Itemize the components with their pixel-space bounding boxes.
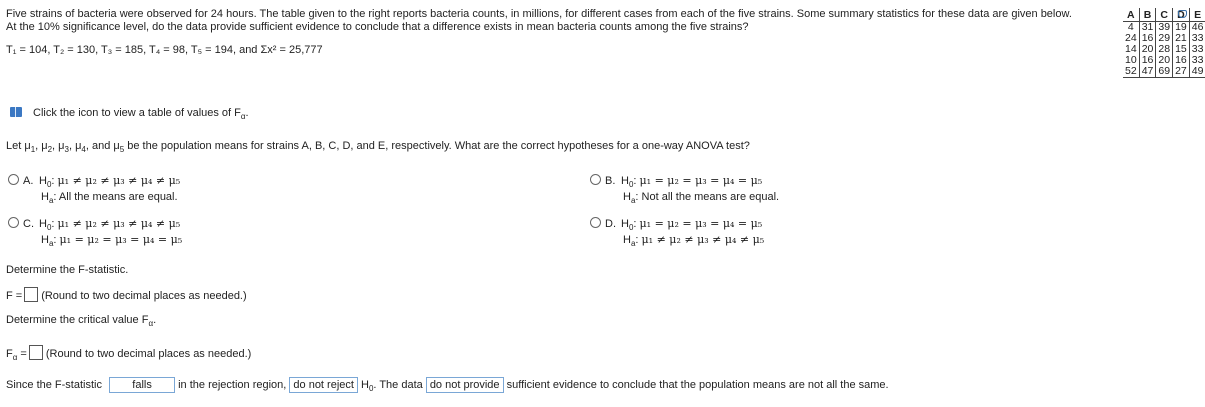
f-statistic-hint: (Round to two decimal places as needed.) [41, 290, 247, 302]
decision-dropdown[interactable]: do not reject [289, 377, 358, 393]
icon-instructions: Click the icon to view a table of values of $F_\alpha$. [33, 107, 249, 121]
option-c-radio[interactable] [8, 217, 19, 228]
table-cell: 29 [1156, 33, 1173, 44]
problem-line-2: At the 10% significance level, do the data provide sufficient evidence to conclude that a difference exists in mean bacteria counts among the five strains? [6, 21, 749, 33]
conclusion-part-3: The data [379, 379, 423, 391]
table-cell: 16 [1139, 55, 1156, 66]
evidence-dropdown[interactable]: do not provide [426, 377, 504, 393]
table-cell: 31 [1139, 22, 1156, 34]
option-a[interactable]: A. $H_0$: μ₁ ≠ μ₂ ≠ μ₃ ≠ μ₄ ≠ μ₅ $H_a$: All the means are equal. [8, 174, 180, 207]
option-a-letter: A. [23, 175, 34, 187]
table-cell: 33 [1189, 55, 1205, 66]
option-d-ha: μ₁ ≠ μ₂ ≠ μ₃ ≠ μ₄ ≠ μ₅ [641, 233, 765, 246]
option-a-radio[interactable] [8, 174, 19, 185]
table-cell: 19 [1173, 22, 1190, 34]
option-d-letter: D. [605, 218, 616, 230]
table-cell: 4 [1123, 22, 1139, 34]
option-c-letter: C. [23, 218, 34, 230]
table-cell: 33 [1189, 33, 1205, 44]
table-cell: 16 [1139, 33, 1156, 44]
hypothesis-question: Let $\mu_1$, $\mu_2$, $\mu_3$, $\mu_4$, and $\mu_5$ be the population means for strains A, B, C, D, and E, respectively. What are the correct hypotheses for a one-way ANOVA test? [6, 140, 750, 154]
option-a-h0: μ₁ ≠ μ₂ ≠ μ₃ ≠ μ₄ ≠ μ₅ [57, 174, 181, 187]
table-cell: 10 [1125, 54, 1137, 66]
col-header-d: D [1173, 8, 1190, 22]
critical-value-prompt: Determine the critical value $F_\alpha$. [6, 314, 157, 328]
option-d[interactable]: D. $H_0$: μ₁ = μ₂ = μ₃ = μ₄ = μ₅ $H_a$: μ₁ ≠ μ₂ ≠ μ₃ ≠ μ₄ ≠ μ₅ [590, 217, 764, 250]
bacteria-data-table [1123, 8, 1205, 78]
table-cell: 15 [1173, 44, 1190, 55]
conclusion-part-4: sufficient evidence to conclude that the population means are not all the same. [506, 379, 889, 391]
table-cell: 16 [1173, 55, 1190, 66]
hypothesis-question-text: be the population means for strains A, B, C, D, and E, respectively. What are the correct hypotheses for a one-way ANOVA test? [127, 140, 750, 152]
table-cell: 14 [1125, 43, 1137, 55]
option-b-letter: B. [605, 175, 616, 187]
table-cell: 33 [1189, 44, 1205, 55]
col-header-c: C [1156, 8, 1173, 22]
option-c[interactable]: C. $H_0$: μ₁ ≠ μ₂ ≠ μ₃ ≠ μ₄ ≠ μ₅ $H_a$: μ₁ = μ₂ = μ₃ = μ₄ = μ₅ [8, 217, 182, 250]
conclusion-part-1: Since the F-statistic [6, 379, 102, 391]
table-cell: 46 [1189, 22, 1205, 34]
option-c-ha: μ₁ = μ₂ = μ₃ = μ₄ = μ₅ [59, 233, 183, 246]
critical-value-hint: (Round to two decimal places as needed.) [45, 348, 252, 360]
option-a-ha: All the means are equal. [58, 191, 178, 203]
table-row [1123, 66, 1205, 78]
option-b-ha: Not all the means are equal. [641, 191, 780, 203]
option-b-h0: μ₁ = μ₂ = μ₃ = μ₄ = μ₅ [639, 174, 763, 187]
f-statistic-row [6, 287, 247, 302]
table-cell: 20 [1156, 55, 1173, 66]
problem-line-1: Five strains of bacteria were observed for 24 hours. The table given to the right reports bacteria counts, in millions, for different cases from each of the five strains. Some summary statistics for these data are given below. [6, 8, 1072, 20]
table-cell: 27 [1173, 66, 1190, 78]
col-header-e: E [1189, 8, 1205, 22]
option-d-h0: μ₁ = μ₂ = μ₃ = μ₄ = μ₅ [639, 217, 763, 230]
conclusion-sentence: Since the F-statistic falls in the rejection region, do not reject $H_0$. The data do not provide sufficient evidence to conclude that the population means are not all the same. [6, 379, 889, 393]
table-cell: 21 [1173, 33, 1190, 44]
critical-value-row: $F_\alpha$ = (Round to two decimal places as needed.) [6, 345, 251, 362]
option-b-radio[interactable] [590, 174, 601, 185]
table-cell: 24 [1125, 32, 1137, 44]
option-c-h0: μ₁ ≠ μ₂ ≠ μ₃ ≠ μ₄ ≠ μ₅ [57, 217, 181, 230]
table-cell: 49 [1189, 66, 1205, 78]
summary-statistics: T₁ = 104, T₂ = 130, T₃ = 185, T₄ = 98, T₅ = 194, and Σx² = 25,777 [6, 44, 323, 56]
table-cell: 39 [1156, 22, 1173, 34]
copy-table-icon[interactable] [1178, 10, 1187, 18]
f-statistic-input[interactable] [24, 287, 38, 302]
table-cell: 69 [1156, 66, 1173, 78]
table-cell: 47 [1139, 66, 1156, 78]
book-icon[interactable] [10, 107, 22, 117]
col-header-a: A [1127, 8, 1135, 21]
option-d-radio[interactable] [590, 217, 601, 228]
rejection-region-dropdown[interactable]: falls [109, 377, 175, 393]
table-cell: 20 [1139, 44, 1156, 55]
problem-statement [6, 8, 1072, 34]
icon-instructions-text: Click the icon to view a table of values of F [33, 107, 241, 119]
critical-value-input[interactable] [29, 345, 43, 360]
table-cell: 52 [1123, 66, 1139, 78]
col-header-b: B [1139, 8, 1156, 22]
conclusion-part-2: in the rejection region, [178, 379, 287, 391]
f-statistic-prompt: Determine the F-statistic. [6, 264, 129, 276]
option-b[interactable]: B. $H_0$: μ₁ = μ₂ = μ₃ = μ₄ = μ₅ $H_a$: Not all the means are equal. [590, 174, 779, 207]
critical-value-label: Determine the critical value F [6, 314, 149, 326]
table-cell: 28 [1156, 44, 1173, 55]
f-statistic-prefix: F = [6, 290, 23, 302]
table-header-row [1123, 8, 1205, 22]
